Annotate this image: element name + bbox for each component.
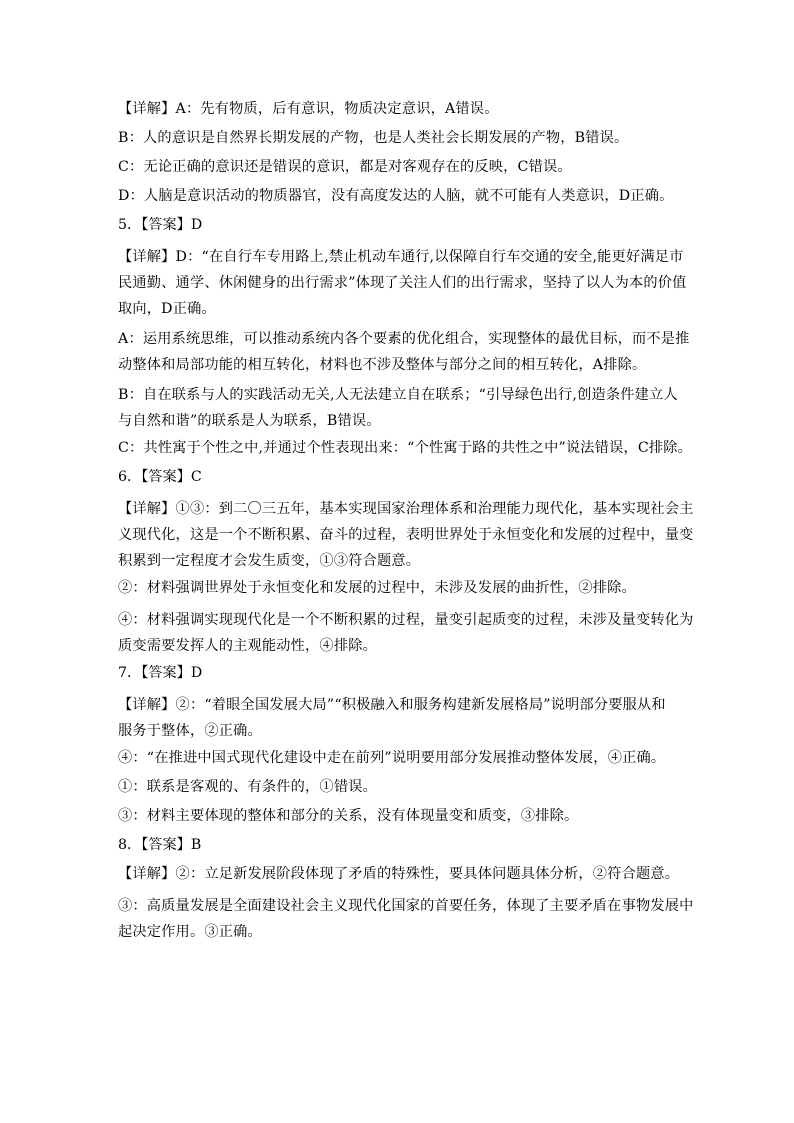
q8-detail: 【详解】②：立足新发展阶段体现了矛盾的特殊性，要具体问题具体分析，②符合题意。	[118, 866, 680, 882]
q6-detail	[118, 496, 694, 574]
q7-detail-line: 【详解】②：“着眼全国发展大局”“积极融入和服务构建新发展格局”说明部分要服从和	[118, 697, 666, 713]
q8-item-3	[118, 893, 694, 945]
q5-option-a-line: 动整体和局部功能的相互转化，材料也不涉及整体与部分之间的相互转化，A排除。	[118, 357, 647, 373]
q7-item-1: ①：联系是客观的、有条件的，①错误。	[118, 779, 377, 795]
q5-option-a	[118, 326, 690, 378]
q7-item-4: ④：“在推进中国式现代化建设中走在前列”说明要用部分发展推动整体发展，④正确。	[118, 750, 666, 766]
q6-detail-line: 义现代化，这是一个不断积累、奋斗的过程，表明世界处于永恒变化和发展的过程中，量变	[118, 527, 694, 543]
q7-detail-line: 服务于整体，②正确。	[118, 723, 262, 739]
q5-option-b-line: B：自在联系与人的实践活动无关,人无法建立自在联系；“引导绿色出行,创造条件建立人	[118, 387, 678, 403]
q5-option-a-line: A：运用系统思维，可以推动系统内各个要素的优化组合，实现整体的最优目标，而不是推	[118, 331, 690, 347]
q6-answer: 6．【答案】C	[118, 469, 202, 485]
q8-item-3-line: 起决定作用。③正确。	[118, 924, 262, 940]
q7-answer: 7．【答案】D	[118, 665, 203, 681]
q5-option-c: C：共性寓于个性之中,并通过个性表现出来：“个性寓于路的共性之中”说法错误，C排除。	[118, 440, 693, 456]
q8-item-3-line: ③：高质量发展是全面建设社会主义现代化国家的首要任务，体现了主要矛盾在事物发展中	[118, 898, 694, 914]
q7-item-3: ③：材料主要体现的整体和部分的关系，没有体现量变和质变，③排除。	[118, 808, 579, 824]
q5-detail-line: 【详解】D：“在自行车专用路上,禁止机动车通行,以保障自行车交通的安全,能更好满足市	[118, 249, 684, 265]
q5-detail	[118, 244, 687, 322]
q8-answer: 8．【答案】B	[118, 837, 202, 853]
q6-item-4-line: ④：材料强调实现现代化是一个不断积累的过程，量变引起质变的过程，未涉及量变转化为	[118, 612, 694, 628]
q4-detail-a: 【详解】A：先有物质，后有意识，物质决定意识，A错误。	[118, 101, 499, 117]
q6-item-4-line: 质变需要发挥人的主观能动性，④排除。	[118, 638, 377, 654]
q5-option-b	[118, 382, 680, 434]
q4-detail-c: C：无论正确的意识还是错误的意识，都是对客观存在的反映，C错误。	[118, 159, 572, 175]
q5-option-b-line: 与自然和谐”的联系是人为联系，B错误。	[118, 413, 381, 429]
q6-detail-line: 积累到一定程度才会发生质变，①③符合题意。	[118, 553, 421, 569]
q6-item-4	[118, 607, 694, 659]
q4-detail-b: B：人的意识是自然界长期发展的产物，也是人类社会长期发展的产物，B错误。	[118, 130, 629, 146]
q5-answer: 5．【答案】D	[118, 217, 203, 233]
q4-detail-d: D：人脑是意识活动的物质器官，没有高度发达的人脑，就不可能有人类意识，D正确。	[118, 188, 674, 204]
q5-detail-line: 取向，D正确。	[118, 301, 216, 317]
answer-key-page	[118, 99, 694, 949]
q6-item-2: ②：材料强调世界处于永恒变化和发展的过程中，未涉及发展的曲折性，②排除。	[118, 580, 636, 596]
q7-detail	[118, 692, 680, 744]
q5-detail-line: 民通勤、通学、休闲健身的出行需求”体现了关注人们的出行需求，坚持了以人为本的价值	[118, 275, 687, 291]
q6-detail-line: 【详解】①③：到二〇三五年，基本实现国家治理体系和治理能力现代化，基本实现社会主	[118, 501, 694, 517]
